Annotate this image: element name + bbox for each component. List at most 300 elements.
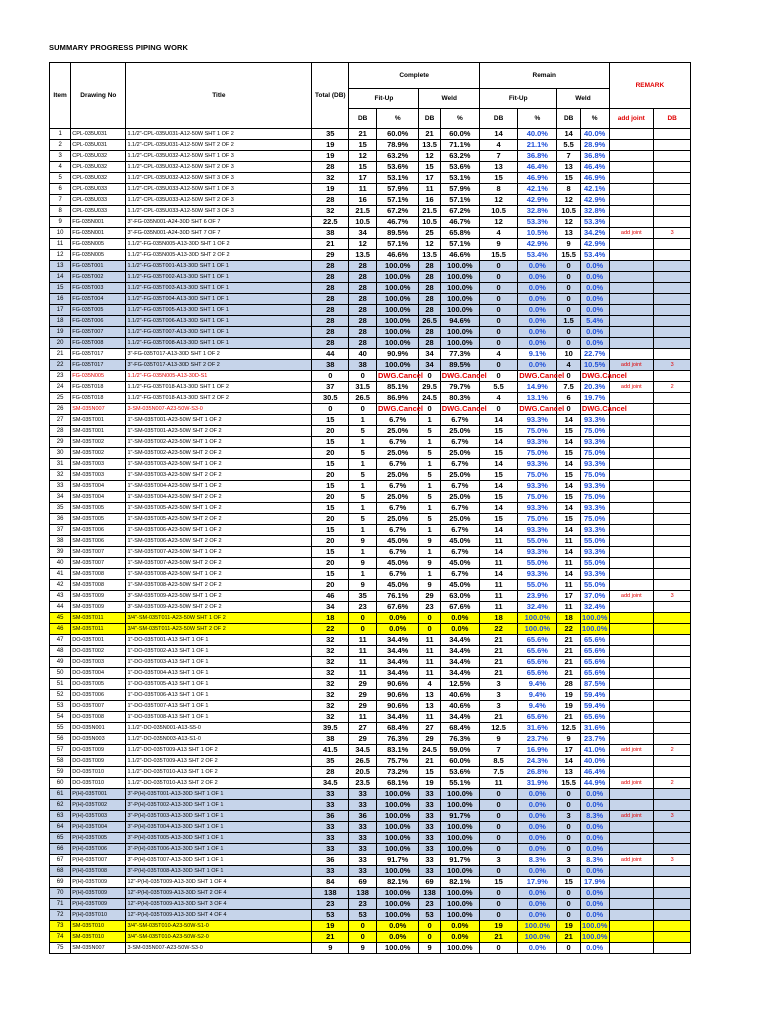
cell-complete-fitup-db: 28	[349, 283, 377, 294]
cell-total: 33	[312, 789, 349, 800]
cell-remain-weld-db: 8	[557, 184, 580, 195]
cell-remain-fitup-pct: 55.0%	[518, 536, 557, 547]
cell-total: 32	[312, 701, 349, 712]
cell-remark-add-joint	[609, 129, 654, 140]
cell-remark-add-joint	[609, 877, 654, 888]
cell-remain-weld-db: 0	[557, 305, 580, 316]
cell-item: 28	[50, 426, 71, 437]
cell-item: 61	[50, 789, 71, 800]
cell-total: 32	[312, 679, 349, 690]
cell-remain-weld-pct: 93.3%	[580, 481, 609, 492]
header-item: Item	[50, 63, 71, 129]
table-row	[50, 371, 720, 382]
cell-item: 18	[50, 316, 71, 327]
cell-remain-fitup-db: 4	[479, 140, 517, 151]
cell-remark-db: 3	[654, 811, 691, 822]
cell-remark-add-joint	[609, 503, 654, 514]
header-db: DB	[479, 109, 517, 129]
cell-drawing-no: DO-035T003	[71, 657, 126, 668]
cell-complete-fitup-db: 36	[349, 811, 377, 822]
cell-complete-fitup-db: 11	[349, 646, 377, 657]
cell-complete-weld-pct: 67.6%	[440, 602, 479, 613]
cell-remark-add-joint	[609, 393, 654, 404]
cell-complete-fitup-db: 11	[349, 657, 377, 668]
cell-remain-weld-pct: 0.0%	[580, 899, 609, 910]
cell-total: 0	[312, 371, 349, 382]
cell-total: 138	[312, 888, 349, 899]
cell-remain-weld-pct: 87.5%	[580, 679, 609, 690]
table-row	[50, 294, 720, 305]
cell-remain-weld-pct: 0.0%	[580, 800, 609, 811]
cell-remain-fitup-db: 0	[479, 789, 517, 800]
cell-complete-fitup-db: 0	[349, 613, 377, 624]
table-row	[50, 899, 720, 910]
cell-complete-fitup-pct: 100.0%	[376, 316, 418, 327]
cell-complete-weld-pct: 82.1%	[440, 877, 479, 888]
cell-complete-weld-pct: 45.0%	[440, 580, 479, 591]
cell-drawing-no: SM-035T005	[71, 514, 126, 525]
cell-remain-weld-pct: 55.0%	[580, 536, 609, 547]
cell-remain-weld-pct: 42.9%	[580, 239, 609, 250]
header-complete: Complete	[349, 63, 480, 89]
cell-drawing-no: FG-035N001	[71, 217, 126, 228]
table-row	[50, 547, 720, 558]
cell-complete-fitup-db: 1	[349, 547, 377, 558]
cell-remain-fitup-db: 14	[479, 525, 517, 536]
cell-complete-weld-pct: 53.1%	[440, 173, 479, 184]
cell-item: 37	[50, 525, 71, 536]
cell-drawing-no: CPL-035U032	[71, 151, 126, 162]
cell-complete-fitup-db: 15	[349, 140, 377, 151]
cell-title: 1"-SM-035T001-A23-50W SHT 1 OF 2	[126, 415, 312, 426]
cell-remark-add-joint	[609, 459, 654, 470]
cell-remain-weld-pct: 65.6%	[580, 657, 609, 668]
cell-remain-weld-pct: 46.9%	[580, 173, 609, 184]
cell-item: 10	[50, 228, 71, 239]
cell-complete-fitup-pct: 6.7%	[376, 415, 418, 426]
cell-remark-add-joint	[609, 206, 654, 217]
cell-total: 34	[312, 602, 349, 613]
cell-drawing-no: FG-035T002	[71, 272, 126, 283]
cell-title: 1"-DO-035T003-A13 SHT 1 OF 1	[126, 657, 312, 668]
cell-remark-db	[654, 558, 691, 569]
cell-drawing-no: SM-035T002	[71, 448, 126, 459]
cell-title: 1"-SM-035T008-A23-50W SHT 1 OF 2	[126, 569, 312, 580]
cell-remain-fitup-pct: 9.4%	[518, 679, 557, 690]
cell-remain-weld-db: 15	[557, 514, 580, 525]
cell-complete-weld-db: 33	[419, 822, 440, 833]
cell-drawing-no: FG-035N005	[71, 371, 126, 382]
cell-complete-weld-pct: 25.0%	[440, 470, 479, 481]
cell-remain-fitup-db: 0	[479, 844, 517, 855]
cell-remain-weld-db: 7.5	[557, 382, 580, 393]
cell-total: 28	[312, 261, 349, 272]
cell-drawing-no: FG-035T018	[71, 393, 126, 404]
cell-item: 46	[50, 624, 71, 635]
cell-title: 1"-SM-035T002-A23-50W SHT 2 OF 2	[126, 448, 312, 459]
cell-complete-weld-pct: 76.3%	[440, 734, 479, 745]
cell-remain-fitup-db: 14	[479, 415, 517, 426]
cell-remain-fitup-db: 12.5	[479, 723, 517, 734]
cell-drawing-no: FG-035T003	[71, 283, 126, 294]
cell-remark-db	[654, 239, 691, 250]
cell-complete-weld-db: 29	[419, 734, 440, 745]
cell-complete-fitup-db: 0	[349, 932, 377, 943]
table-row	[50, 239, 720, 250]
cell-title: 1"-DO-035T008-A13 SHT 1 OF 1	[126, 712, 312, 723]
cell-item: 75	[50, 943, 71, 954]
cell-complete-weld-pct: 100.0%	[440, 305, 479, 316]
cell-title: 1"-SM-035T002-A23-50W SHT 1 OF 2	[126, 437, 312, 448]
cell-complete-weld-db: 28	[419, 272, 440, 283]
cell-complete-fitup-db: 34.5	[349, 745, 377, 756]
cell-total: 15	[312, 569, 349, 580]
cell-total: 38	[312, 228, 349, 239]
cell-remain-fitup-db: 0	[479, 899, 517, 910]
cell-remain-fitup-pct: DWG.Cancel	[519, 371, 565, 380]
cell-complete-weld-pct: 100.0%	[440, 943, 479, 954]
cell-remark-db	[654, 866, 691, 877]
cell-drawing-no: DO-035T005	[71, 679, 126, 690]
cell-complete-fitup-db: 0	[349, 624, 377, 635]
cell-complete-weld-db: 0	[419, 921, 440, 932]
cell-title: 3"-SM-035T009-A23-50W SHT 1 OF 2	[126, 591, 312, 602]
cell-item: 16	[50, 294, 71, 305]
cell-remark-add-joint	[609, 943, 654, 954]
cell-complete-fitup-pct: 100.0%	[376, 811, 418, 822]
table-row	[50, 624, 720, 635]
cell-complete-fitup-pct: 90.6%	[376, 679, 418, 690]
cell-complete-weld-db: 0	[419, 371, 440, 382]
cell-remain-weld-db: 15	[557, 492, 580, 503]
cell-complete-fitup-pct: 6.7%	[376, 481, 418, 492]
cell-title: 1.1/2"-CPL-035U031-A12-50W SHT 2 OF 2	[126, 140, 312, 151]
table-row	[50, 514, 720, 525]
cell-remain-fitup-db: 0	[479, 822, 517, 833]
cell-remain-weld-pct: 75.0%	[580, 426, 609, 437]
cell-remain-fitup-db: 14	[479, 503, 517, 514]
cell-total: 38	[312, 734, 349, 745]
cell-title: 1"-SM-035T006-A23-50W SHT 2 OF 2	[126, 536, 312, 547]
cell-remain-fitup-pct: DWG.Cancel	[519, 404, 565, 413]
cell-complete-fitup-pct: 100.0%	[376, 822, 418, 833]
cell-item: 9	[50, 217, 71, 228]
cell-remark-add-joint	[609, 646, 654, 657]
cell-title: 1.1/2"-FG-035T004-A13-30D SHT 1 OF 1	[126, 294, 312, 305]
cell-complete-fitup-db: 33	[349, 822, 377, 833]
cell-complete-fitup-pct: 53.6%	[376, 162, 418, 173]
cell-drawing-no: CPL-035U032	[71, 173, 126, 184]
cell-remark-db	[654, 668, 691, 679]
table-row	[50, 426, 720, 437]
cell-remain-weld-pct: 32.8%	[580, 206, 609, 217]
cell-complete-weld-pct: 0.0%	[440, 932, 479, 943]
cell-total: 15	[312, 547, 349, 558]
cell-complete-weld-db: 33	[419, 789, 440, 800]
cell-remain-weld-pct: 28.9%	[580, 140, 609, 151]
cell-remark-add-joint	[609, 492, 654, 503]
table-row	[50, 646, 720, 657]
cell-title: 12"-P(H)-035T009-A13-30D SHT 4 OF 4	[126, 910, 312, 921]
cell-remark-add-joint: add joint	[609, 228, 654, 239]
cell-total: 20	[312, 558, 349, 569]
table-row	[50, 558, 720, 569]
cell-remain-weld-db: 5.5	[557, 140, 580, 151]
cell-complete-fitup-pct: 6.7%	[376, 437, 418, 448]
cell-remain-fitup-pct: 26.8%	[518, 767, 557, 778]
cell-remain-fitup-db: 11	[479, 602, 517, 613]
cell-remark-add-joint	[609, 844, 654, 855]
cell-complete-weld-pct: 55.1%	[440, 778, 479, 789]
cell-drawing-no: DO-035T006	[71, 690, 126, 701]
cell-title: 1"-SM-035T004-A23-50W SHT 2 OF 2	[126, 492, 312, 503]
cell-remark-db	[654, 448, 691, 459]
cell-drawing-no: DO-035T009	[71, 745, 126, 756]
cell-title: 3/4"-SM-035T010-A23-50W-S1-0	[126, 921, 312, 932]
cell-complete-fitup-pct: 46.6%	[376, 250, 418, 261]
cell-remain-weld-db: 21	[557, 932, 580, 943]
cell-complete-weld-pct: 100.0%	[440, 822, 479, 833]
cell-drawing-no: FG-035T018	[71, 382, 126, 393]
cell-item: 65	[50, 833, 71, 844]
cell-item: 17	[50, 305, 71, 316]
cell-drawing-no: SM-035T004	[71, 481, 126, 492]
cell-remark-db	[654, 833, 691, 844]
cell-complete-weld-db: 28	[419, 261, 440, 272]
cell-remain-fitup-db: 0	[479, 316, 517, 327]
cell-remain-fitup-db: 13	[479, 162, 517, 173]
cell-complete-weld-pct: 100.0%	[440, 283, 479, 294]
cell-complete-weld-pct: 57.9%	[440, 184, 479, 195]
cell-title: 3"-P(H)-035T002-A13-30D SHT 1 OF 1	[126, 800, 312, 811]
cell-remark-add-joint	[609, 679, 654, 690]
cell-total: 21	[312, 239, 349, 250]
cell-remain-fitup-db: 0	[479, 294, 517, 305]
cell-remark-db	[654, 514, 691, 525]
cell-drawing-no: CPL-035U031	[71, 129, 126, 140]
cell-remain-weld-pct: 65.6%	[580, 668, 609, 679]
cell-complete-weld-pct: 100.0%	[440, 844, 479, 855]
cell-complete-fitup-pct: 73.2%	[376, 767, 418, 778]
cell-remark-db	[654, 206, 691, 217]
cell-title: 1"-SM-035T005-A23-50W SHT 2 OF 2	[126, 514, 312, 525]
cell-drawing-no: FG-035T004	[71, 294, 126, 305]
cell-item: 49	[50, 657, 71, 668]
cell-remark-add-joint	[609, 338, 654, 349]
cell-remark-add-joint: add joint	[609, 811, 654, 822]
cell-complete-fitup-pct: 100.0%	[376, 294, 418, 305]
table-row	[50, 591, 720, 602]
cell-remain-fitup-pct: 0.0%	[518, 866, 557, 877]
cell-remark-add-joint	[609, 701, 654, 712]
cell-complete-fitup-db: 5	[349, 426, 377, 437]
cell-remark-add-joint	[609, 327, 654, 338]
cell-complete-weld-pct: 34.4%	[440, 712, 479, 723]
cell-complete-fitup-db: 16	[349, 195, 377, 206]
cell-complete-weld-pct: 45.0%	[440, 536, 479, 547]
cell-complete-fitup-db: 23	[349, 899, 377, 910]
table-row	[50, 470, 720, 481]
cell-remain-weld-pct: 93.3%	[580, 503, 609, 514]
cell-total: 28	[312, 316, 349, 327]
cell-remain-fitup-db: 11	[479, 558, 517, 569]
cell-total: 18	[312, 613, 349, 624]
cell-remain-fitup-pct: 32.8%	[518, 206, 557, 217]
cell-drawing-no: SM-035N007	[71, 943, 126, 954]
cell-remain-weld-pct: 0.0%	[580, 272, 609, 283]
cell-complete-fitup-pct: 100.0%	[376, 800, 418, 811]
cell-remain-fitup-pct: 40.0%	[518, 129, 557, 140]
cell-remain-weld-pct: 0.0%	[580, 866, 609, 877]
cell-remain-weld-pct: 0.0%	[580, 910, 609, 921]
cell-remain-fitup-pct: 65.6%	[518, 657, 557, 668]
cell-total: 32	[312, 173, 349, 184]
cell-remain-weld-db: 14	[557, 525, 580, 536]
cell-drawing-no: SM-035T008	[71, 569, 126, 580]
cell-complete-fitup-db: 29	[349, 734, 377, 745]
cell-complete-fitup-db: 29	[349, 701, 377, 712]
cell-remark-db	[654, 536, 691, 547]
cell-complete-fitup-pct: 100.0%	[376, 305, 418, 316]
cell-remain-weld-db: 0	[557, 844, 580, 855]
cell-remain-fitup-pct: 0.0%	[518, 888, 557, 899]
table-row	[50, 503, 720, 514]
cell-remain-weld-pct: 8.3%	[580, 855, 609, 866]
cell-remain-fitup-db: 15	[479, 470, 517, 481]
header-remain-fitup: Fit-Up	[479, 89, 557, 109]
cell-complete-fitup-pct: 0.0%	[376, 921, 418, 932]
cell-item: 58	[50, 756, 71, 767]
cell-complete-weld-db: 26.5	[419, 316, 440, 327]
cell-remain-weld-pct: 46.4%	[580, 767, 609, 778]
cell-complete-weld-db: 29.5	[419, 382, 440, 393]
cell-complete-fitup-pct: 68.4%	[376, 723, 418, 734]
cell-remain-fitup-pct: 53.3%	[518, 217, 557, 228]
cell-complete-weld-pct: 100.0%	[440, 272, 479, 283]
cell-item: 1	[50, 129, 71, 140]
cell-drawing-no: P(H)-035T001	[71, 789, 126, 800]
cell-complete-weld-pct: 65.8%	[440, 228, 479, 239]
cell-remain-weld-pct: 0.0%	[580, 833, 609, 844]
table-row	[50, 756, 720, 767]
cell-drawing-no: DO-035T008	[71, 712, 126, 723]
cell-remark-add-joint	[609, 470, 654, 481]
cell-complete-fitup-db: 26.5	[349, 393, 377, 404]
cell-remain-weld-db: 0	[557, 943, 580, 954]
cell-remark-add-joint	[609, 316, 654, 327]
cell-complete-fitup-pct: 68.1%	[376, 778, 418, 789]
cell-total: 33	[312, 833, 349, 844]
cell-remark-add-joint	[609, 822, 654, 833]
cell-title: 3"-P(H)-035T004-A13-30D SHT 1 OF 1	[126, 822, 312, 833]
cell-total: 22.5	[312, 217, 349, 228]
cell-remain-fitup-pct: 0.0%	[518, 261, 557, 272]
cell-title: 1.1/2"-DO-035N003-A13-S1-0	[126, 734, 312, 745]
cell-remain-fitup-pct: 23.7%	[518, 734, 557, 745]
cell-drawing-no: SM-035T004	[71, 492, 126, 503]
cell-complete-fitup-db: 138	[349, 888, 377, 899]
cell-remain-weld-db: 15	[557, 448, 580, 459]
cell-remain-weld-db: 3	[557, 855, 580, 866]
cell-remain-fitup-pct: 93.3%	[518, 503, 557, 514]
cell-remain-fitup-pct: 0.0%	[518, 338, 557, 349]
cell-remain-weld-db: 14	[557, 756, 580, 767]
cell-complete-weld-db: 23	[419, 602, 440, 613]
cell-remark-add-joint	[609, 195, 654, 206]
cell-complete-fitup-db: 1	[349, 459, 377, 470]
cell-remark-db: 2	[654, 778, 691, 789]
cell-complete-fitup-pct: 0.0%	[376, 613, 418, 624]
cell-remain-weld-db: 0	[557, 833, 580, 844]
cell-remark-db	[654, 470, 691, 481]
cell-remain-weld-pct: 0.0%	[580, 844, 609, 855]
cell-complete-fitup-db: 1	[349, 503, 377, 514]
cell-remain-fitup-db: 0	[479, 305, 517, 316]
cell-remain-weld-db: 21	[557, 712, 580, 723]
cell-complete-fitup-db: 21.5	[349, 206, 377, 217]
cell-complete-fitup-pct: 100.0%	[376, 272, 418, 283]
cell-remark-add-joint	[609, 217, 654, 228]
cell-total: 32	[312, 668, 349, 679]
cell-complete-fitup-db: 38	[349, 360, 377, 371]
cell-complete-fitup-pct: 6.7%	[376, 503, 418, 514]
cell-remark-db	[654, 173, 691, 184]
cell-remain-weld-pct: 44.9%	[580, 778, 609, 789]
cell-remark-db	[654, 800, 691, 811]
table-row	[50, 800, 720, 811]
cell-item: 19	[50, 327, 71, 338]
cell-remain-fitup-db: 15	[479, 877, 517, 888]
cell-remain-weld-db: 9	[557, 239, 580, 250]
cell-remain-weld-db: 19	[557, 701, 580, 712]
cell-total: 44	[312, 349, 349, 360]
cell-remark-add-joint	[609, 712, 654, 723]
cell-complete-fitup-pct: 89.5%	[376, 228, 418, 239]
cell-remark-add-joint	[609, 283, 654, 294]
cell-complete-fitup-pct: 57.1%	[376, 195, 418, 206]
cell-title: 3"-FG-035N001-A24-30D SHT 7 OF 7	[126, 228, 312, 239]
cell-drawing-no: P(H)-035T004	[71, 822, 126, 833]
cell-remain-fitup-pct: 14.9%	[518, 382, 557, 393]
cell-remain-fitup-db: 10.5	[479, 206, 517, 217]
header-pct: %	[580, 109, 609, 129]
cell-remark-add-joint	[609, 272, 654, 283]
cell-complete-weld-db: 9	[419, 943, 440, 954]
cell-item: 6	[50, 184, 71, 195]
cell-drawing-no: P(H)-035T003	[71, 811, 126, 822]
cell-drawing-no: P(H)-035T005	[71, 833, 126, 844]
cell-remark-add-joint	[609, 349, 654, 360]
cell-complete-fitup-db: 28	[349, 261, 377, 272]
cell-remain-fitup-db: 15	[479, 173, 517, 184]
cell-complete-fitup-db: 9	[349, 580, 377, 591]
cell-title: 1"-SM-035T003-A23-50W SHT 2 OF 2	[126, 470, 312, 481]
cell-title: 12"-P(H)-035T009-A13-30D SHT 2 OF 4	[126, 888, 312, 899]
cell-remain-fitup-db: 15	[479, 426, 517, 437]
cell-item: 48	[50, 646, 71, 657]
cell-complete-fitup-pct: 83.1%	[376, 745, 418, 756]
cell-remark-db	[654, 283, 691, 294]
cell-remain-weld-db: 14	[557, 415, 580, 426]
progress-table	[49, 62, 720, 954]
cell-item: 52	[50, 690, 71, 701]
cell-item: 23	[50, 371, 71, 382]
table-row	[50, 789, 720, 800]
cell-complete-weld-db: 0	[419, 613, 440, 624]
cell-total: 38	[312, 360, 349, 371]
cell-drawing-no: SM-035T005	[71, 503, 126, 514]
cell-complete-weld-db: 24.5	[419, 745, 440, 756]
